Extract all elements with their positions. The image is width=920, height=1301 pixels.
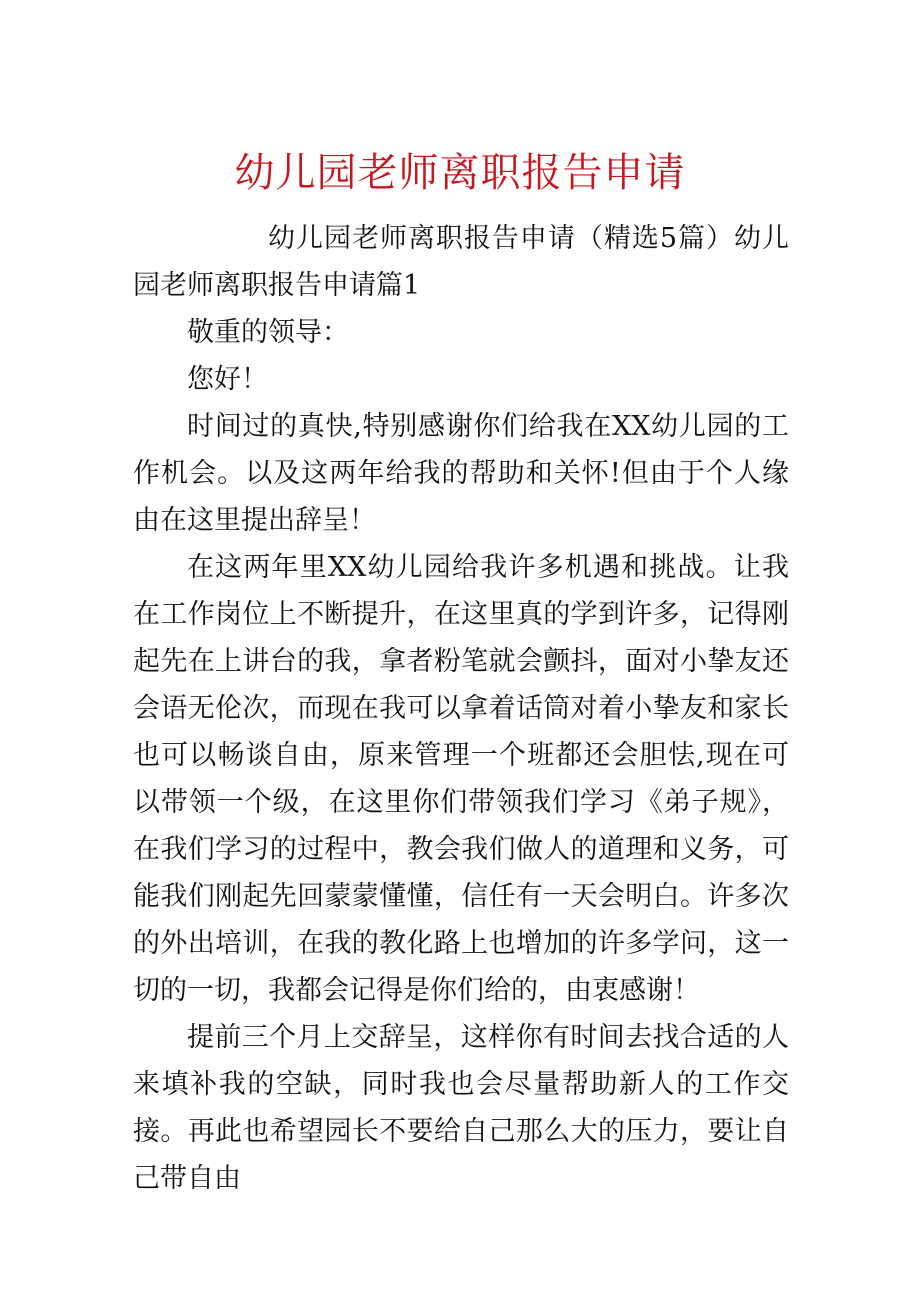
body-paragraph-2: 在这两年里XX幼儿园给我许多机遇和挑战。让我在工作岗位上不断提升，在这里真的学到许多，记得刚起先在上讲台的我，拿者粉笔就会颤抖，面对小挚友还会语无伦次，而现在我可以拿着话筒对着小挚友和家长也可以畅谈自由，原来管理一个班都还会胆怯,现在可以带领一个级，在这里你们带领我们学习《弟子规》，在我们学习的过程中，教会我们做人的道理和义务，可能我们刚起先回蒙蒙懂懂，信任有一天会明白。许多次的外出培训，在我的教化路上也增加的许多学问，这一切的一切，我都会记得是你们给的，由衷感谢！ <box>133 552 789 1006</box>
body-paragraph-3: 提前三个月上交辞呈，这样你有时间去找合适的人来填补我的空缺，同时我也会尽量帮助新人的工作交接。再此也希望园长不要给自己那么大的压力，要让自己带自由 <box>133 1022 789 1194</box>
greeting: 您好！ <box>187 364 268 395</box>
salutation: 敬重的领导： <box>187 317 349 348</box>
body-paragraph-1: 时间过的真快,特别感谢你们给我在XX幼儿园的工作机会。以及这两年给我的帮助和关怀!但由于个人缘由在这里提出辞呈！ <box>133 411 789 536</box>
intro-paragraph: 幼儿园老师离职报告申请（精选5篇）幼儿园老师离职报告申请篇1 <box>133 223 789 301</box>
document-title: 幼儿园老师离职报告申请 <box>234 150 686 196</box>
document-body <box>133 215 789 1202</box>
